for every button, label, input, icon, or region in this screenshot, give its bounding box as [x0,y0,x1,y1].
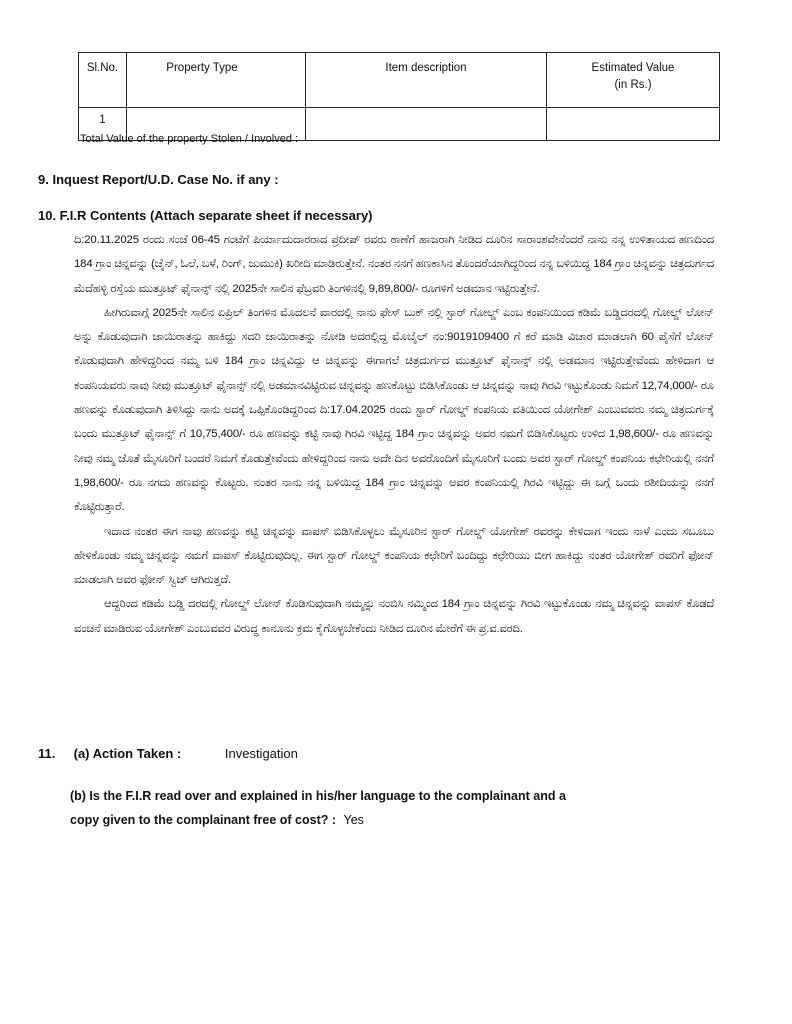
property-table-header-row [79,53,720,108]
fir-paragraph-4: ಆದ್ದರಿಂದ ಕಡಿಮೆ ಬಡ್ಡಿ ದರದಲ್ಲಿ ಗೋಲ್ಡ್ ಲೋನ್ ಕೊಡಿಸುವುದಾಗಿ ನಮ್ಮನ್ನು ನಂಬಿಸಿ ನಮ್ಮಿಂದ 184 ಗ್ರಾಂ ಚಿನ್ನವನ್ನು ಗಿರವಿ ಇಟ್ಟುಕೊಂಡು ನಮ್ಮ ಚಿನ್ನವನ್ನು ವಾಪಸ್ ಕೊಡದೆ ವಂಚನೆ ಮಾಡಿರುವ ಯೋಗೇಶ್ ಎಂಬುವವರ ವಿರುದ್ಧ ಕಾನೂನು ಕ್ರಮ ಕೈಗೊಳ್ಳಬೇಕೆಂದು ನೀಡಿದ ದೂರಿನ ಮೇರೆಗೆ ಈ ಪ್ರ.ವ.ವರದಿ. [74,598,714,635]
estimated-value-header-line2: (in Rs.) [614,79,652,91]
action-taken-value: Investigation [224,746,298,761]
action-taken-label: (a) Action Taken : [73,746,182,761]
fir-paragraph-2: ಹೀಗಿರುವಾಗ್ಗೆ 2025ನೇ ಸಾಲಿನ ಏಪ್ರಿಲ್ ತಿಂಗಳಿನ ಮೊದಲನೆ ವಾರದಲ್ಲಿ ನಾನು ಫೇಸ್ ಬುಕ್ ನಲ್ಲಿ ಸ್ಟಾರ್ ಗೋಲ್ಡ್ ಎಂಬ ಕಂಪನಿಯಿಂದ ಕಡಿಮೆ ಬಡ್ಡಿದರದಲ್ಲಿ ಗೋಲ್ಡ್ ಲೋನ್ ಅನ್ನು ಕೊಡುವುದಾಗಿ ಜಾಯಿರಾತನ್ನು ಹಾಕಿದ್ದು ಸದರಿ ಜಾಯಿರಾತನ್ನು ನೋಡಿ ಅದರಲ್ಲಿದ್ದ ಮೊಬೈಲ್ ನಂ:9019109400 ಗೆ ಕರೆ ಮಾಡಿ ವಿಚಾರ ಮಾಡಲಾಗಿ 60 ಪೈಸೆಗೆ ಲೋನ್ ಕೊಡುವುದಾಗಿ ಹೇಳಿದ್ದರಿಂದ ನಮ್ಮ ಬಳಿ 184 ಗ್ರಾಂ ಚಿನ್ನವಿದ್ದು ಆ ಚಿನ್ನವನ್ನು ಈಗಾಗಲೆ ಚಿತ್ರದುರ್ಗದ ಮುತ್ತೂಟ್ ಫೈನಾನ್ಸ್ ನಲ್ಲಿ ಅಡಮಾನ ಇಟ್ಟಿರುತ್ತೇವೆಂದು ಹೇಳಿದಾಗ ಆ ಕಂಪನಿಯವರು ನಾವು ನೀವು ಮುತ್ತೂಟ್ ಫೈನಾನ್ಸ್ ನಲ್ಲಿ ಅಡಮಾನವಿಟ್ಟಿರುವ ಚಿನ್ನವನ್ನು ಹಣಕೊಟ್ಟು ಬಿಡಿಸಿಕೊಂಡು ಆ ಚಿನ್ನವನ್ನು ನಾವು ಗಿರವಿ ಇಟ್ಟುಕೊಂಡು ನಿಮಗೆ 12,74,000/- ರೂ ಹಣವನ್ನು ಕೊಡುವುದಾಗಿ ತಿಳಿಸಿದ್ದು ನಾನು ಅದಕ್ಕೆ ಒಪ್ಪಿಕೊಂಡಿದ್ದರಿಂದ ದಿ:17.04.2025 ರಂದು ಸ್ಟಾರ್ ಗೋಲ್ಡ್ ಕಂಪನಿಯ ವತಿಯಿಂದ ಯೋಗೇಶ್ ಎಂಬುವವರು ನಮ್ಮ ಚಿತ್ರದುರ್ಗಕ್ಕೆ ಬಂದು ಮುತ್ತೂಟ್ ಫೈನಾನ್ಸ್ ಗೆ 10,75,400/- ರೂ ಹಣವನ್ನು ಕಟ್ಟಿ ನಾವು ಗಿರವಿ ಇಟ್ಟಿದ್ದ 184 ಗ್ರಾಂ ಚಿನ್ನವನ್ನು ಅವರ ನಮಗೆ ಬಿಡಿಸಿಕೊಟ್ಟರು ಉಳಿದ 1,98,600/- ರೂ ಹಣವನ್ನು ನೀವು ನಮ್ಮ ಜೊತೆ ಮೈಸೂರಿಗೆ ಬಂದರೆ ನಿಮಗೆ ಕೊಡುತ್ತೇವೆಂದು ಹೇಳಿದ್ದರಿಂದ ನಾನು ಅದೇ ದಿನ ಅವರೊಂದಿಗೆ ಮೈಸೂರಿಗೆ ಬಂದು ಅವರ ಸ್ಟಾರ್ ಗೋಲ್ಡ್ ಕಂಪನಿಯ ಕಛೇರಿಯಲ್ಲಿ ನನಗೆ 1,98,600/- ರೂ ನಗದು ಹಣವನ್ನು ಕೊಟ್ಟರು. ನಂತರ ನಾನು ನನ್ನ ಬಳಿಯಿದ್ದ 184 ಗ್ರಾಂ ಚಿನ್ನವನ್ನು ಅವರ ಕಂಪನಿಯಲ್ಲಿ ಗಿರವಿ ಇಟ್ಟಿದ್ದು ಈ ಬಗ್ಗೆ ಒಂದು ರಶೀದಿಯನ್ನು ನನಗೆ ಕೊಟ್ಟಿರುತ್ತಾರೆ. [74,306,714,514]
inquest-report-heading: 9. Inquest Report/U.D. Case No. if any : [38,172,279,187]
estimated-value-header-line1: Estimated Value [591,62,675,74]
action-taken-row [38,746,298,761]
fir-read-over-answer: Yes [343,813,364,827]
fir-read-over-question: (b) Is the F.I.R read over and explained in his/her language to the complainant and a copy given to the complainant free of cost? : [70,789,566,827]
section-11-number: 11. [38,746,56,761]
table-cell-item-description [306,108,547,141]
table-cell-sl-no: 1 [79,108,127,141]
fir-contents-heading: 10. F.I.R Contents (Attach separate sheet if necessary) [38,208,373,223]
sl-no-header: Sl.No. [79,53,127,108]
property-type-header: Property Type [127,53,306,108]
total-value-label: Total Value of the property Stolen / Involved : [80,133,299,145]
fir-paragraph-3: ಇದಾದ ನಂತರ ಈಗ ನಾವು ಹಣವನ್ನು ಕಟ್ಟಿ ಚಿನ್ನವನ್ನು ವಾಪಸ್ ಬಿಡಿಸಿಕೊಳ್ಳಲು ಮೈಸೂರಿನ ಸ್ಟಾರ್ ಗೋಲ್ಡ್ ಯೋಗೇಶ್ ರವರನ್ನು ಕೇಳಿದಾಗ ಇಂದು ನಾಳೆ ಎಂದು ಸಬೂಬು ಹೇಳಿಕೊಂಡು ನಮ್ಮ ಚಿನ್ನವನ್ನು ನಮಗೆ ವಾಪಸ್ ಕೊಟ್ಟಿರುವುದಿಲ್ಲ. ಈಗ ಸ್ಟಾರ್ ಗೋಲ್ಡ್ ಕಂಪನಿಯ ಕಛೇರಿಗೆ ಬಂದಿದ್ದು ಕಛೇರಿಯು ಬೀಗ ಹಾಕಿದ್ದು ನಂತರ ಯೋಗೇಶ್ ರವರಿಗೆ ಫೋನ್ ಮಾಡಲಾಗಿ ಅವರ ಫೋನ್ ಸ್ವಿಚ್ ಆಗಿರುತ್ತದೆ. [74,525,714,587]
estimated-value-header [547,53,720,108]
item-description-header: Item description [306,53,547,108]
fir-contents-body [74,228,714,641]
fir-paragraph-1: ದಿ:20.11.2025 ರಂದು ಸಂಜೆ 06-45 ಗಂಟೆಗೆ ಪಿರ್ಯಾದುದಾರರಾದ ಪ್ರದೀಪ್ ರವರು ಠಾಣೆಗೆ ಹಾಜರಾಗಿ ನೀಡಿದ ದೂರಿನ ಸಾರಾಂಶವೇನೆಂದರೆ ನಾನು ನನ್ನ ಉಳಿತಾಯದ ಹಣದಿಂದ 184 ಗ್ರಾಂ ಚಿನ್ನವನ್ನು (ಚೈನ್, ಓಲೆ, ಬಳೆ, ರಿಂಗ್, ಜುಮುಕಿ) ಖರೀದಿ ಮಾಡಿರುತ್ತೇನೆ. ನಂತರ ನನಗೆ ಹಣಕಾಸಿನ ತೊಂದರೆಯಾಗಿದ್ದರಿಂದ ನನ್ನ ಬಳಿಯಿದ್ದ 184 ಗ್ರಾಂ ಚಿನ್ನವನ್ನು ಚಿತ್ರದುರ್ಗದ ಮೆದೆಹಳ್ಳಿ ರಸ್ತೆಯ ಮುತ್ತೂಟ್ ಫೈನಾನ್ಸ್ ನಲ್ಲಿ 2025ನೇ ಸಾಲಿನ ಫೆಬ್ರವರಿ ತಿಂಗಳಿನಲ್ಲಿ 9,89,800/- ರೂಗಳಿಗೆ ಅಡಮಾನ ಇಟ್ಟಿರುತ್ತೇನೆ. [74,234,714,295]
fir-read-over-question-block [70,784,590,832]
table-cell-estimated-value [547,108,720,141]
property-table [78,52,720,141]
